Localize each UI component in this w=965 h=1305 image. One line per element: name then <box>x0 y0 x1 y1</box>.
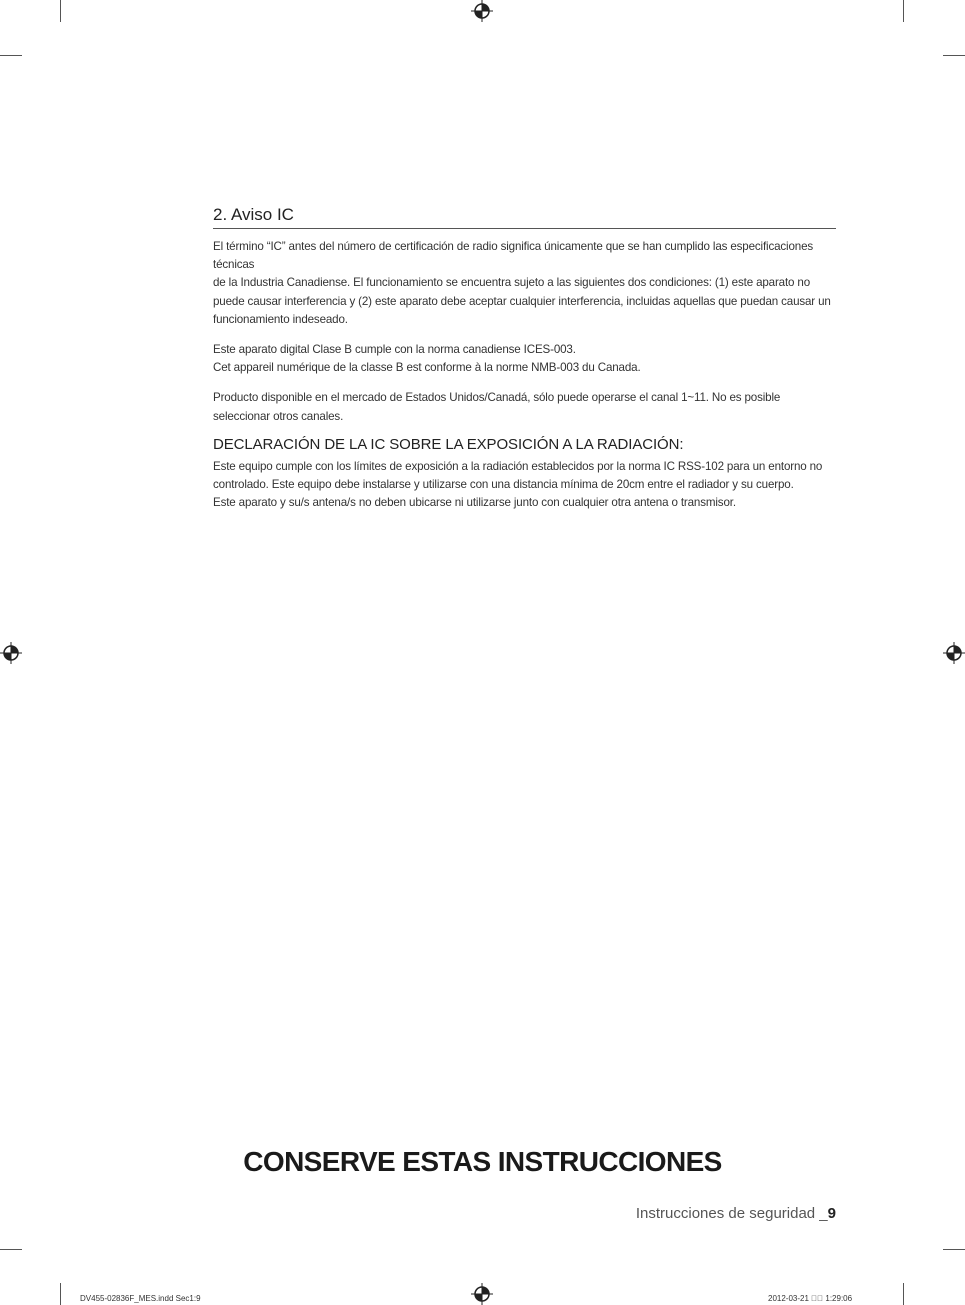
crop-mark <box>60 1283 61 1305</box>
subheading: DECLARACIÓN DE LA IC SOBRE LA EXPOSICIÓN A LA RADIACIÓN: <box>213 435 684 453</box>
page-folio <box>636 1205 836 1222</box>
paragraph: Cet appareil numérique de la classe B est conforme à la norme NMB-003 du Canada. <box>213 361 641 375</box>
registration-mark-icon <box>0 642 22 664</box>
main-content <box>213 204 836 512</box>
registration-mark-icon <box>943 642 965 664</box>
crop-mark <box>903 0 904 22</box>
paragraph: El término “IC” antes del número de certificación de radio significa únicamente que se han cumplido las especificaciones técnicas <box>213 240 814 272</box>
paragraph: Producto disponible en el mercado de Estados Unidos/Canadá, sólo puede operarse el canal 1~11. No es posible seleccionar otros canales. <box>213 391 781 423</box>
paragraph: Este aparato y su/s antena/s no deben ubicarse ni utilizarse junto con cualquier otra antena o transmisor. <box>213 496 736 510</box>
paragraph: Este aparato digital Clase B cumple con la norma canadiense ICES-003. <box>213 343 576 357</box>
section-title: 2. Aviso IC <box>213 204 836 229</box>
folio-label: Instrucciones de seguridad _ <box>635 1205 828 1222</box>
registration-mark-icon <box>471 1283 493 1305</box>
paragraph: de la Industria Canadiense. El funcionamiento se encuentra sujeto a las siguientes dos condiciones: (1) este aparato no puede causar interferencia y (2) este aparato debe aceptar cualquier interferencia, incluidas aquellas que puedan causar un funcionamiento indeseado. <box>213 276 831 326</box>
footer-headline: CONSERVE ESTAS INSTRUCCIONES <box>243 1146 722 1177</box>
crop-mark <box>0 1249 22 1250</box>
slug-left: DV455-02836F_MES.indd Sec1:9 <box>80 1294 201 1303</box>
page-number: 9 <box>827 1205 836 1222</box>
slug-right: 2012-03-21 ￿￿ 1:29:06 <box>768 1294 853 1303</box>
registration-mark-icon <box>471 0 493 22</box>
paragraph: Este equipo cumple con los límites de exposición a la radiación establecidos por la norma IC RSS-102 para un entorno no controlado. Este equipo debe instalarse y utilizarse con una distancia mínima de 20cm entre el radiador y su cuerpo. <box>213 459 823 492</box>
crop-mark <box>903 1283 904 1305</box>
crop-mark <box>943 1249 965 1250</box>
crop-mark <box>0 55 22 56</box>
crop-mark <box>943 55 965 56</box>
crop-mark <box>60 0 61 22</box>
